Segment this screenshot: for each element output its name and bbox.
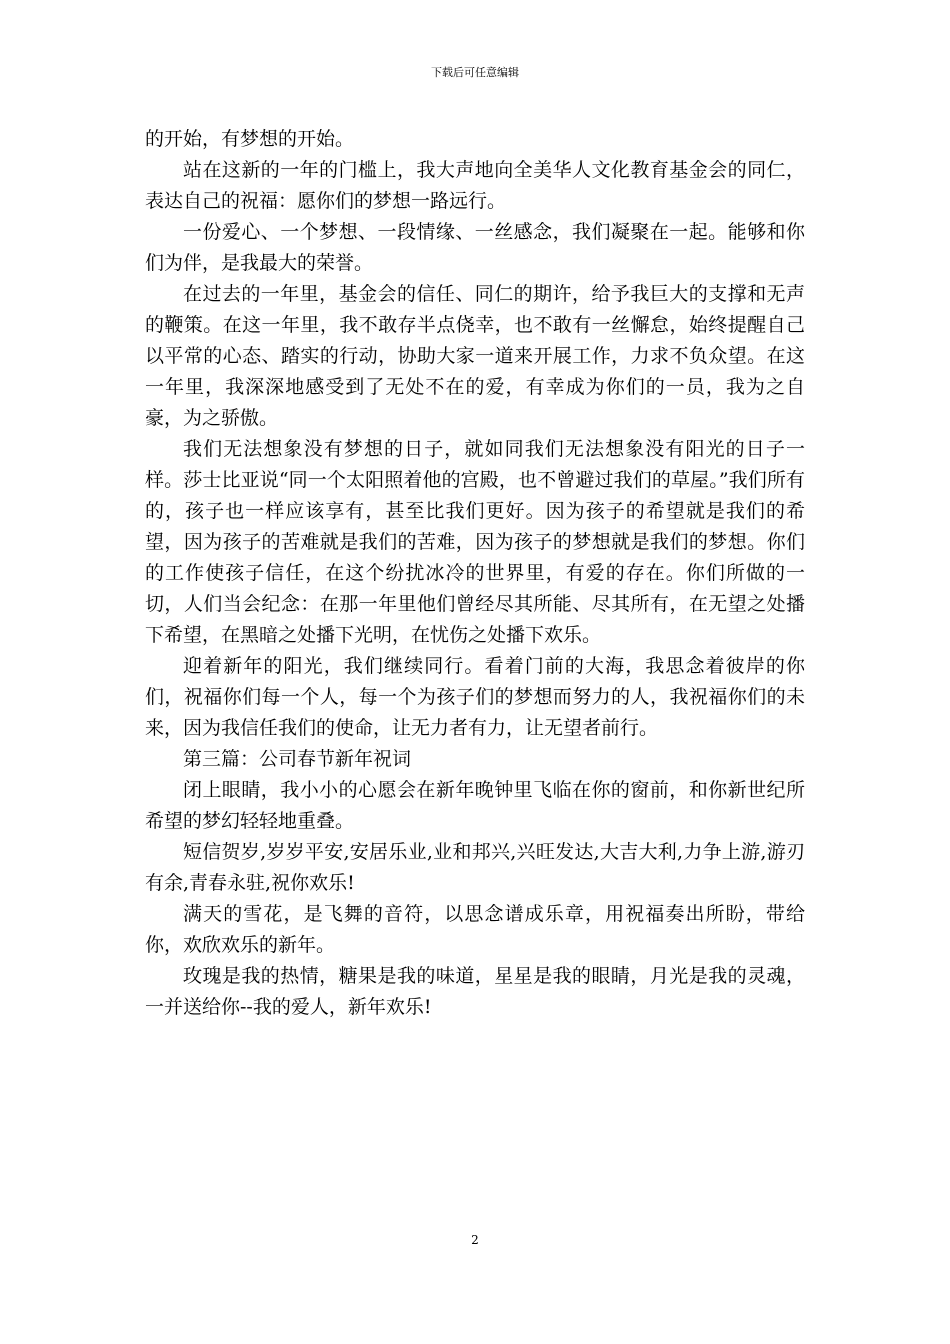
paragraph: 站在这新的一年的门槛上，我大声地向全美华人文化教育基金会的同仁，表达自己的祝福：愿你们的梦想一路远行。 <box>145 159 805 212</box>
document-body <box>145 124 805 1023</box>
paragraph: 我们无法想象没有梦想的日子，就如同我们无法想象没有阳光的日子一样。莎士比亚说“同一个太阳照着他的宫殿，也不曾避过我们的草屋。”我们所有的，孩子也一样应该享有，甚至比我们更好。因为孩子的希望就是我们的希望，因为孩子的苦难就是我们的苦难，因为孩子的梦想就是我们的梦想。你们的工作使孩子信任，在这个纷扰冰冷的世界里，有爱的存在。你们所做的一切，人们当会纪念：在那一年里他们曾经尽其所能、尽其所有，在无望之处播下希望，在黑暗之处播下光明，在忧伤之处播下欢乐。 <box>145 438 805 646</box>
page-header: 下载后可任意编辑 <box>431 66 519 79</box>
paragraph: 在过去的一年里，基金会的信任、同仁的期许，给予我巨大的支撑和无声的鞭策。在这一年里，我不敢存半点侥幸，也不敢有一丝懈怠，始终提醒自己以平常的心态、踏实的行动，协助大家一道来开展工作，力求不负众望。在这一年里，我深深地感受到了无处不在的爱，有幸成为你们的一员，我为之自豪，为之骄傲。 <box>145 283 805 429</box>
paragraph: 满天的雪花，是飞舞的音符，以思念谱成乐章，用祝福奏出所盼，带给你，欢欣欢乐的新年。 <box>145 903 805 956</box>
paragraph-continuation: 的开始，有梦想的开始。 <box>145 128 355 150</box>
paragraph: 迎着新年的阳光，我们继续同行。看着门前的大海，我思念着彼岸的你们，祝福你们每一个人，每一个为孩子们的梦想而努力的人，我祝福你们的未来，因为我信任我们的使命，让无力者有力，让无望者前行。 <box>145 655 805 739</box>
paragraph: 一份爱心、一个梦想、一段情缘、一丝感念，我们凝聚在一起。能够和你们为伴，是我最大的荣誉。 <box>145 221 805 274</box>
page-number: 2 <box>471 1233 479 1247</box>
section-heading: 第三篇：公司春节新年祝词 <box>183 748 412 770</box>
paragraph: 闭上眼睛，我小小的心愿会在新年晚钟里飞临在你的窗前，和你新世纪所希望的梦幻轻轻地重叠。 <box>145 779 805 832</box>
paragraph: 玫瑰是我的热情，糖果是我的味道，星星是我的眼睛，月光是我的灵魂，一并送给你--我的爱人，新年欢乐! <box>145 965 805 1018</box>
paragraph: 短信贺岁,岁岁平安,安居乐业,业和邦兴,兴旺发达,大吉大利,力争上游,游刃有余,青春永驻,祝你欢乐! <box>145 841 805 894</box>
